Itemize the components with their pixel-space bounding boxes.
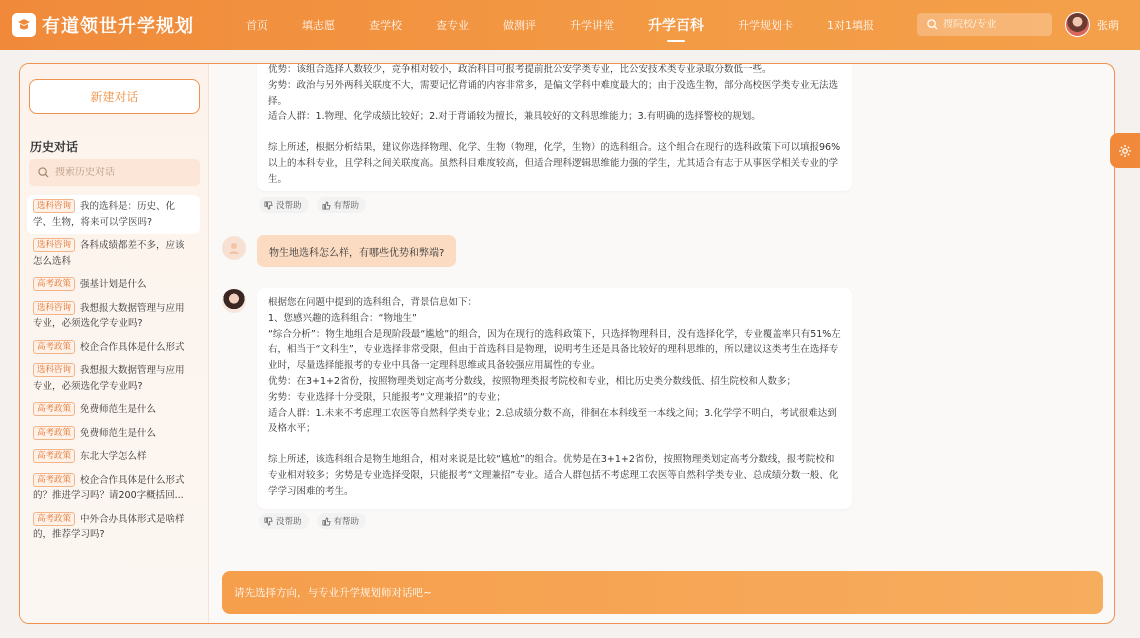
message-feedback bbox=[259, 197, 374, 213]
not-helpful-label: 没帮助 bbox=[276, 201, 302, 211]
user-name: 张萌 bbox=[1097, 18, 1119, 32]
thumbs-down-icon bbox=[264, 201, 273, 210]
history-item[interactable] bbox=[27, 195, 200, 234]
user-icon bbox=[227, 241, 241, 255]
nav-home[interactable]: 首页 bbox=[246, 19, 268, 32]
search-icon bbox=[38, 167, 49, 178]
helpful-label: 有帮助 bbox=[333, 201, 360, 211]
chat-input[interactable] bbox=[222, 571, 1103, 614]
history-search-input[interactable] bbox=[55, 167, 185, 178]
not-helpful-button[interactable] bbox=[259, 197, 309, 213]
history-item-text: 校企合作具体是什么形式的？推进学习吗？请200字概括回... bbox=[33, 474, 185, 501]
category-tag: 高考政策 bbox=[33, 473, 75, 487]
history-item-text: 我的选科是：历史、化学、生物，将来可以学医吗? bbox=[33, 201, 176, 228]
history-item[interactable] bbox=[27, 359, 200, 398]
history-item[interactable] bbox=[27, 273, 200, 297]
message-line: 优势：该组合选择人数较少，竞争相对较小，政治科目可报考提前批公安学类专业，比公安技术类专业录取分数低一些。 bbox=[268, 64, 772, 75]
history-item-text: 东北大学怎么样 bbox=[80, 451, 147, 462]
nav-assessment[interactable]: 做测评 bbox=[503, 19, 536, 32]
nav-search-school[interactable]: 查学校 bbox=[369, 19, 402, 32]
chat-input-placeholder: 请先选择方向，与专业升学规划师对话吧~ bbox=[234, 587, 432, 599]
history-list bbox=[27, 195, 200, 547]
nav-fill-application[interactable]: 填志愿 bbox=[302, 19, 335, 32]
main-panel bbox=[19, 63, 1115, 624]
nav-lecture[interactable]: 升学讲堂 bbox=[570, 19, 614, 32]
category-tag: 选科咨询 bbox=[33, 238, 75, 252]
gear-icon bbox=[1118, 144, 1132, 158]
category-tag: 高考政策 bbox=[33, 402, 75, 416]
nav-encyclopedia[interactable]: 升学百科 bbox=[648, 0, 704, 50]
thumbs-down-icon bbox=[264, 517, 273, 526]
category-tag: 高考政策 bbox=[33, 426, 75, 440]
header-search[interactable] bbox=[917, 13, 1052, 36]
history-item[interactable] bbox=[27, 445, 200, 469]
nav-one-on-one[interactable]: 1对1填报 bbox=[827, 19, 874, 32]
helpful-label: 有帮助 bbox=[333, 517, 360, 527]
bot-avatar bbox=[222, 289, 246, 313]
brand-name: 有道领世升学规划 bbox=[42, 16, 194, 37]
not-helpful-button[interactable] bbox=[259, 513, 309, 529]
user-message: 物生地选科怎么样，有哪些优势和弊端? bbox=[257, 235, 456, 267]
message-line: 综上所述，根据分析结果，建议你选择物理、化学、生物（物理，化学，生物）的选科组合。这个组合在现行的选科政策下可以填报96%以上的本科专业，且学科之间关联度高。虽然科目难度较高，但适合理科逻辑思维能力强的学生，尤其适合有志于从事医学相关专业的学生。 bbox=[268, 142, 841, 185]
user-menu[interactable] bbox=[1065, 12, 1119, 37]
message-line: 适合人群：1.未来不考虑理工农医等自然科学类专业；2.总成绩分数不高，徘徊在本科线至一本线之间；3.化学学不明白，考试很难达到及格水平； bbox=[268, 407, 837, 435]
history-item-text: 我想报大数据管理与应用专业，必须选化学专业吗? bbox=[33, 365, 185, 392]
history-title: 历史对话 bbox=[30, 140, 79, 154]
category-tag: 选科咨询 bbox=[33, 301, 75, 315]
history-item[interactable] bbox=[27, 234, 200, 273]
message-line: 劣势：政治与另外两科关联度不大，需要记忆背诵的内容非常多，是偏文学科中难度最大的；由于没选生物，部分高校医学类专业无法选择。 bbox=[268, 79, 839, 107]
header-search-input[interactable] bbox=[943, 19, 1043, 30]
history-sidebar bbox=[20, 64, 209, 623]
category-tag: 选科咨询 bbox=[33, 199, 75, 213]
nav-planning-card[interactable]: 升学规划卡 bbox=[738, 19, 793, 32]
category-tag: 高考政策 bbox=[33, 277, 75, 291]
category-tag: 高考政策 bbox=[33, 512, 75, 526]
history-item-text: 中外合办具体形式是啥样的，推荐学习吗? bbox=[33, 513, 185, 540]
category-tag: 选科咨询 bbox=[33, 363, 75, 377]
thumbs-up-icon bbox=[322, 201, 331, 210]
history-item-text: 各科成绩都差不多，应该怎么选科 bbox=[33, 240, 185, 267]
logo-icon bbox=[12, 13, 36, 37]
top-header bbox=[0, 0, 1140, 50]
user-avatar[interactable] bbox=[1065, 12, 1090, 37]
message-line: 优势：在3+1+2省份，按照物理类划定高考分数线，按照物理类报考院校和专业，相比历史类分数线低、招生院校和人数多； bbox=[268, 375, 797, 387]
thumbs-up-icon bbox=[322, 517, 331, 526]
history-item[interactable] bbox=[27, 336, 200, 360]
history-item[interactable] bbox=[27, 469, 200, 508]
history-search[interactable] bbox=[29, 159, 200, 186]
bot-message bbox=[257, 63, 852, 191]
new-chat-button[interactable]: 新建对话 bbox=[29, 79, 200, 114]
message-line: 劣势：专业选择十分受限，只能报考“文理兼招”的专业； bbox=[268, 391, 506, 403]
message-line: “综合分析”：物生地组合是现阶段最“尴尬”的组合，因为在现行的选科政策下，只选择物理科目，没有选择化学，专业覆盖率只有51%左右，相当于“文科生”，专业选择非常受限，但由于首选科目是物理，说明考生还是具备比较好的理科思维的，所以建议这类考生在选择专业时，尽量选择能报考的专业中具备一定理科思维或具备较强应用属性的专业。 bbox=[268, 328, 841, 372]
history-item[interactable] bbox=[27, 297, 200, 336]
history-item[interactable] bbox=[27, 422, 200, 446]
helpful-button[interactable] bbox=[317, 197, 367, 213]
message-line: 综上所述，该选科组合是物生地组合，相对来说是比较“尴尬”的组合。优势是在3+1+2省份，按照物理类划定高考分数线，报考院校和专业相对较多；劣势是专业选择受限，只能报考“文理兼招”专业。适合人群包括不考虑理工农医等自然科学类专业、总成绩分数一般、化学学习困难的考生。 bbox=[268, 454, 839, 497]
settings-button[interactable] bbox=[1110, 133, 1140, 168]
message-line: 1、您感兴趣的选科组合：“物地生” bbox=[268, 312, 417, 324]
helpful-button[interactable] bbox=[317, 513, 367, 529]
history-item-text: 免费师范生是什么 bbox=[80, 427, 157, 439]
message-line: 根据您在问题中提到的选科组合，背景信息如下： bbox=[268, 297, 478, 308]
history-item[interactable] bbox=[27, 508, 200, 547]
search-icon bbox=[927, 19, 938, 30]
brand-logo[interactable] bbox=[12, 12, 194, 38]
bot-message bbox=[257, 288, 852, 509]
history-item-text: 校企合作具体是什么形式 bbox=[80, 341, 185, 353]
nav-search-major[interactable]: 查专业 bbox=[436, 19, 469, 32]
user-avatar-small bbox=[222, 236, 246, 260]
category-tag: 高考政策 bbox=[33, 340, 75, 354]
category-tag: 高考政策 bbox=[33, 449, 75, 463]
not-helpful-label: 没帮助 bbox=[276, 517, 302, 527]
history-item-text: 我想报大数据管理与应用专业，必须选化学专业吗? bbox=[33, 302, 185, 329]
history-item[interactable] bbox=[27, 398, 200, 422]
message-feedback bbox=[259, 513, 374, 529]
history-item-text: 强基计划是什么 bbox=[80, 279, 147, 290]
main-nav bbox=[246, 0, 908, 50]
message-line: 适合人群：1.物理、化学成绩比较好；2.对于背诵较为擅长，兼具较好的文科思维能力；3.有明确的选择警校的规划。 bbox=[268, 111, 761, 123]
chat-area bbox=[210, 64, 1114, 623]
history-item-text: 免费师范生是什么 bbox=[80, 404, 157, 415]
